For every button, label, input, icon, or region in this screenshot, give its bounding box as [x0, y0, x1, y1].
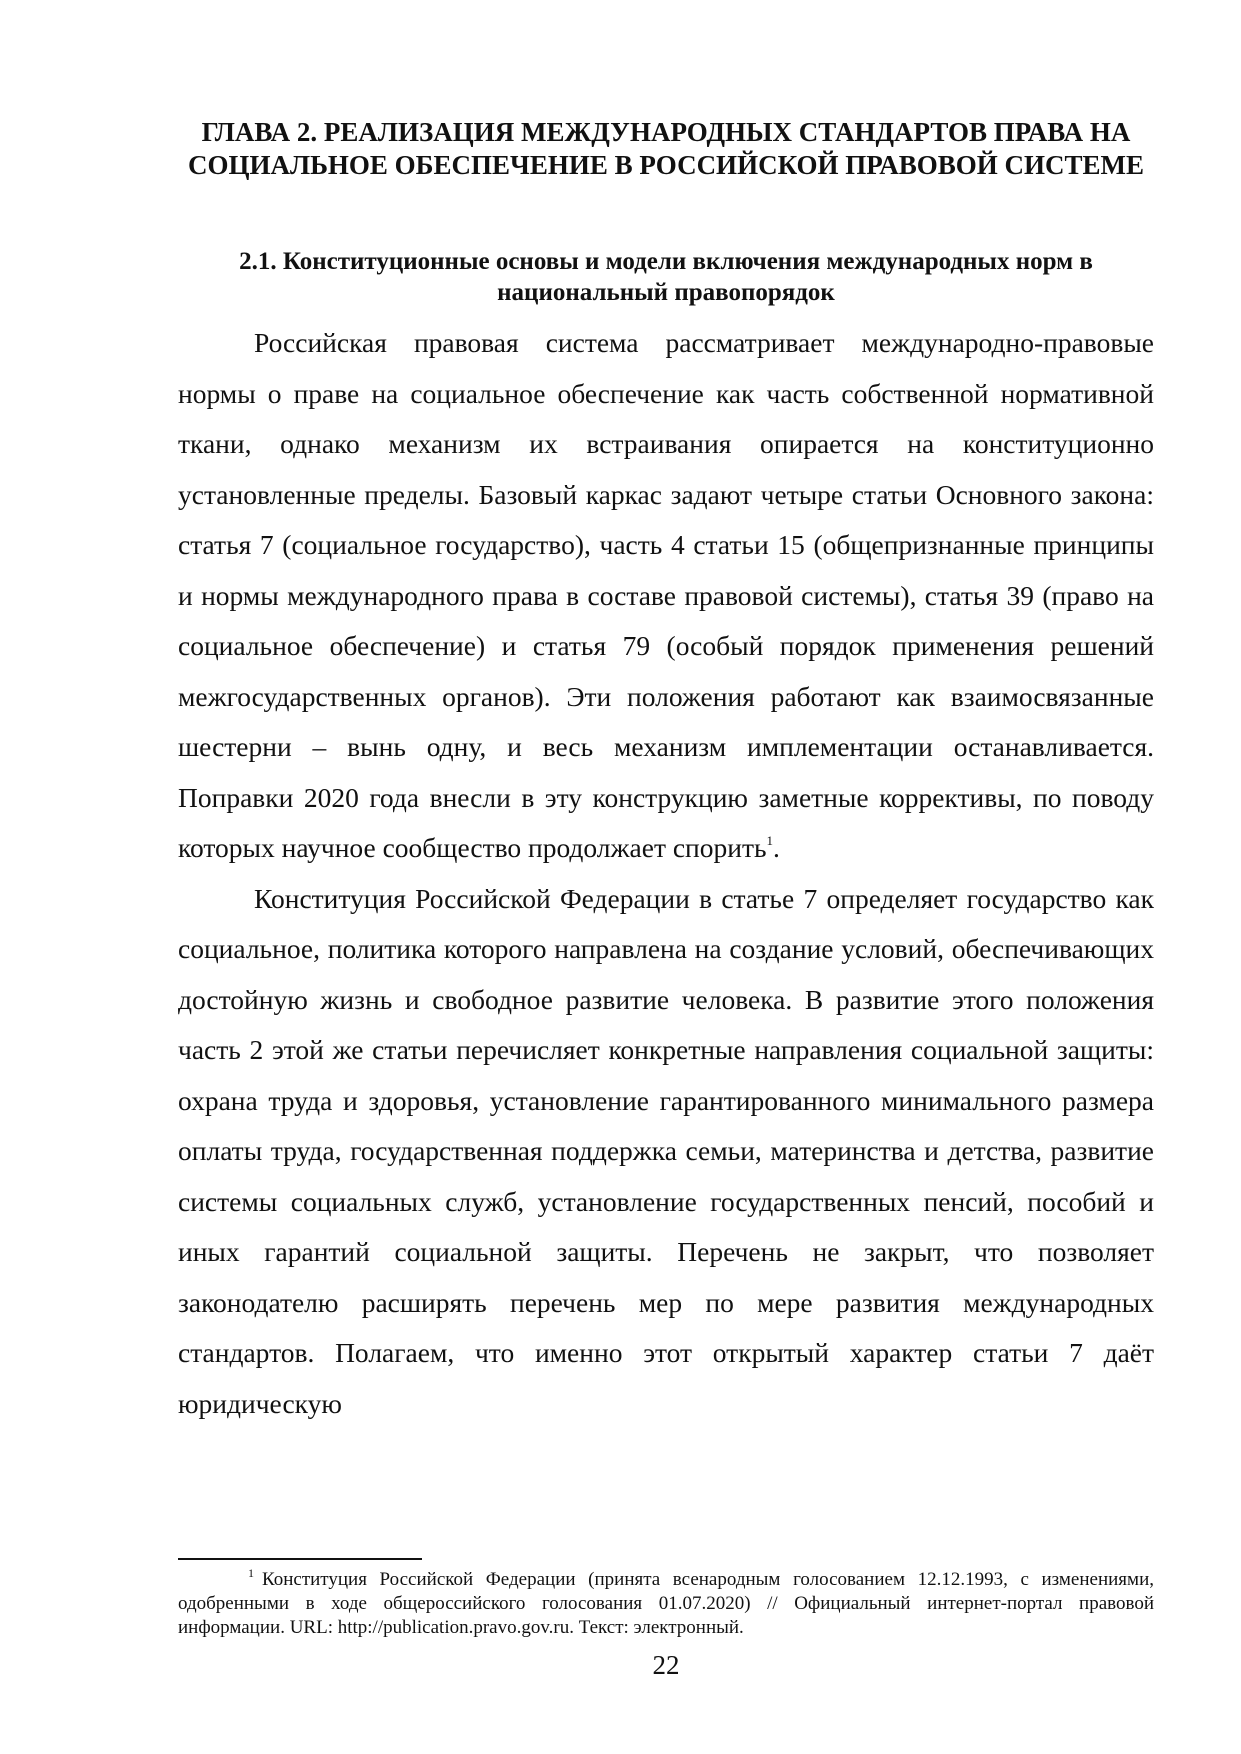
section-title: 2.1. Конституционные основы и модели включения международных норм в национальный правопорядок: [239, 248, 1093, 306]
footnote: [178, 1568, 1154, 1640]
body-text: [178, 318, 1154, 1429]
footnote-number: 1: [248, 1566, 254, 1580]
document-page: [178, 0, 1154, 1754]
paragraph-1-tail: .: [773, 832, 780, 863]
footnote-text: Конституция Российской Федерации (принята всенародным голосованием 12.12.1993, с изменениями, одобренными в ходе общероссийского голосования 01.07.2020) // Официальный интернет-портал правовой информации. URL: http://publication.pravo.gov.ru. Текст: электронный.: [178, 1569, 1154, 1638]
chapter-title: ГЛАВА 2. РЕАЛИЗАЦИЯ МЕЖДУНАРОДНЫХ СТАНДАРТОВ ПРАВА НА СОЦИАЛЬНОЕ ОБЕСПЕЧЕНИЕ В РОССИЙСКОЙ ПРАВОВОЙ СИСТЕМЕ: [187, 117, 1145, 180]
page-number: 22: [652, 1650, 680, 1680]
paragraph-1: [178, 318, 1154, 874]
footnote-separator: [178, 1558, 422, 1560]
paragraph-2-text: Конституция Российской Федерации в статье 7 определяет государство как социальное, политика которого направлена на создание условий, обеспечивающих достойную жизнь и свободное развитие человека. В развитие этого положения часть 2 этой же статьи перечисляет конкретные направления социальной защиты: охрана труда и здоровья, установление гарантированного минимального размера оплаты труда, государственная поддержка семьи, материнства и детства, развитие системы социальных служб, установление государственных пенсий, пособий и иных гарантий социальной защиты. Перечень не закрыт, что позволяет законодателю расширять перечень мер по мере развития международных стандартов. Полагаем, что именно этот открытый характер статьи 7 даёт юридическую: [178, 882, 1154, 1419]
paragraph-1-text: Российская правовая система рассматривает международно-правовые нормы о праве на социальное обеспечение как часть собственной нормативной ткани, однако механизм их встраивания опирается на конституционно установленные пределы. Базовый каркас задают четыре статьи Основного закона: статья 7 (социальное государство), часть 4 статьи 15 (общепризнанные принципы и нормы международного права в составе правовой системы), статья 39 (право на социальное обеспечение) и статья 79 (особый порядок применения решений межгосударственных органов). Эти положения работают как взаимосвязанные шестерни – вынь одну, и весь механизм имплементации останавливается. Поправки 2020 года внесли в эту конструкцию заметные коррективы, по поводу которых научное сообщество продолжает спорить: [178, 327, 1154, 863]
footnote-reference[interactable]: 1: [766, 833, 774, 848]
paragraph-2: [178, 874, 1154, 1430]
